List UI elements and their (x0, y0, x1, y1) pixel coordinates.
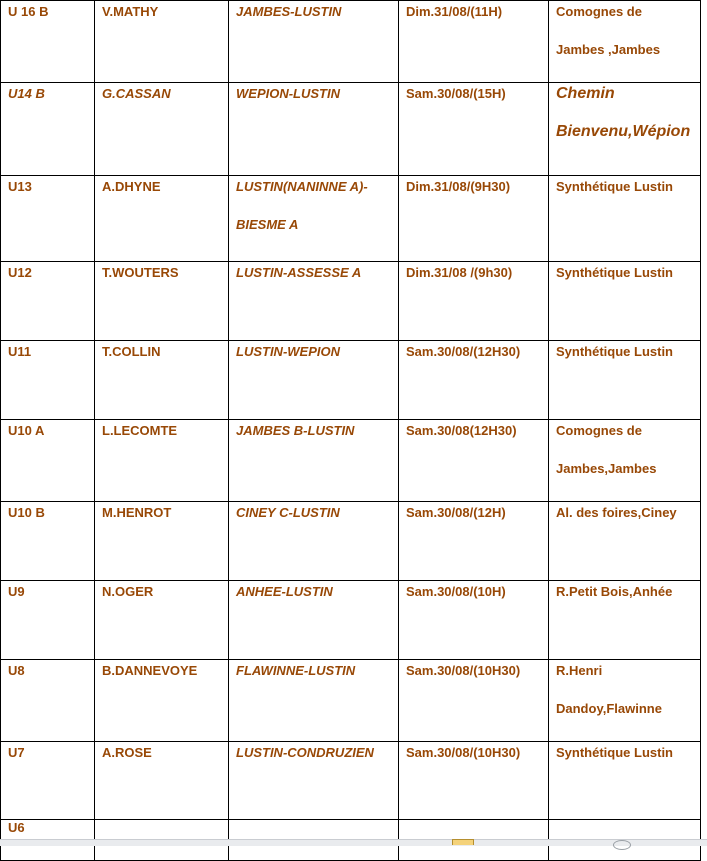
date-cell: Sam.30/08/(10H30) (399, 660, 549, 742)
coach-cell: A.DHYNE (95, 176, 229, 262)
place-cell: R.Henri Dandoy,Flawinne (549, 660, 701, 742)
match-cell: ANHEE-LUSTIN (229, 581, 399, 660)
category-cell: U7 (1, 742, 95, 820)
category-cell: U10 B (1, 502, 95, 581)
table-row (1, 262, 701, 341)
date-cell: Sam.30/08/(12H) (399, 502, 549, 581)
date-cell: Sam.30/08/(10H) (399, 581, 549, 660)
category-cell: U 16 B (1, 1, 95, 83)
date-cell: Dim.31/08 /(9h30) (399, 262, 549, 341)
coach-cell: T.COLLIN (95, 341, 229, 420)
match-cell: LUSTIN(NANINNE A)- BIESME A (229, 176, 399, 262)
match-cell: LUSTIN-CONDRUZIEN (229, 742, 399, 820)
date-cell: Sam.30/08/(12H30) (399, 341, 549, 420)
date-cell: Dim.31/08/(9H30) (399, 176, 549, 262)
table-row (1, 176, 701, 262)
coach-cell: A.ROSE (95, 742, 229, 820)
category-cell: U14 B (1, 83, 95, 176)
folder-icon[interactable] (452, 839, 474, 845)
match-cell: JAMBES-LUSTIN (229, 1, 399, 83)
place-cell: R.Petit Bois,Anhée (549, 581, 701, 660)
place-cell: Comognes de Jambes,Jambes (549, 420, 701, 502)
coach-cell: L.LECOMTE (95, 420, 229, 502)
coach-cell: B.DANNEVOYE (95, 660, 229, 742)
table-row (1, 581, 701, 660)
match-cell: LUSTIN-ASSESSE A (229, 262, 399, 341)
table-row (1, 1, 701, 83)
category-cell: U12 (1, 262, 95, 341)
category-cell: U11 (1, 341, 95, 420)
table-row (1, 341, 701, 420)
match-cell: JAMBES B-LUSTIN (229, 420, 399, 502)
place-cell: Synthétique Lustin (549, 341, 701, 420)
date-cell: Dim.31/08/(11H) (399, 1, 549, 83)
place-cell: Al. des foires,Ciney (549, 502, 701, 581)
coach-cell: V.MATHY (95, 1, 229, 83)
table-row (1, 660, 701, 742)
date-cell: Sam.30/08(12H30) (399, 420, 549, 502)
place-cell: Synthétique Lustin (549, 262, 701, 341)
table-row (1, 83, 701, 176)
match-cell: WEPION-LUSTIN (229, 83, 399, 176)
zoom-control-icon[interactable] (613, 840, 631, 850)
coach-cell: G.CASSAN (95, 83, 229, 176)
coach-cell: N.OGER (95, 581, 229, 660)
place-cell: Comognes de Jambes ,Jambes (549, 1, 701, 83)
category-cell: U6 (1, 820, 95, 861)
category-cell: U13 (1, 176, 95, 262)
place-cell: Synthétique Lustin (549, 742, 701, 820)
coach-cell: M.HENROT (95, 502, 229, 581)
match-cell: LUSTIN-WEPION (229, 341, 399, 420)
date-cell: Sam.30/08/(10H30) (399, 742, 549, 820)
category-cell: U9 (1, 581, 95, 660)
coach-cell: T.WOUTERS (95, 262, 229, 341)
date-cell: Sam.30/08/(15H) (399, 83, 549, 176)
category-cell: U8 (1, 660, 95, 742)
place-cell: Chemin Bienvenu,Wépion (549, 83, 701, 176)
match-cell: CINEY C-LUSTIN (229, 502, 399, 581)
place-cell: Synthétique Lustin (549, 176, 701, 262)
match-cell: FLAWINNE-LUSTIN (229, 660, 399, 742)
table-row (1, 742, 701, 820)
category-cell: U10 A (1, 420, 95, 502)
table-row (1, 502, 701, 581)
table-row (1, 420, 701, 502)
